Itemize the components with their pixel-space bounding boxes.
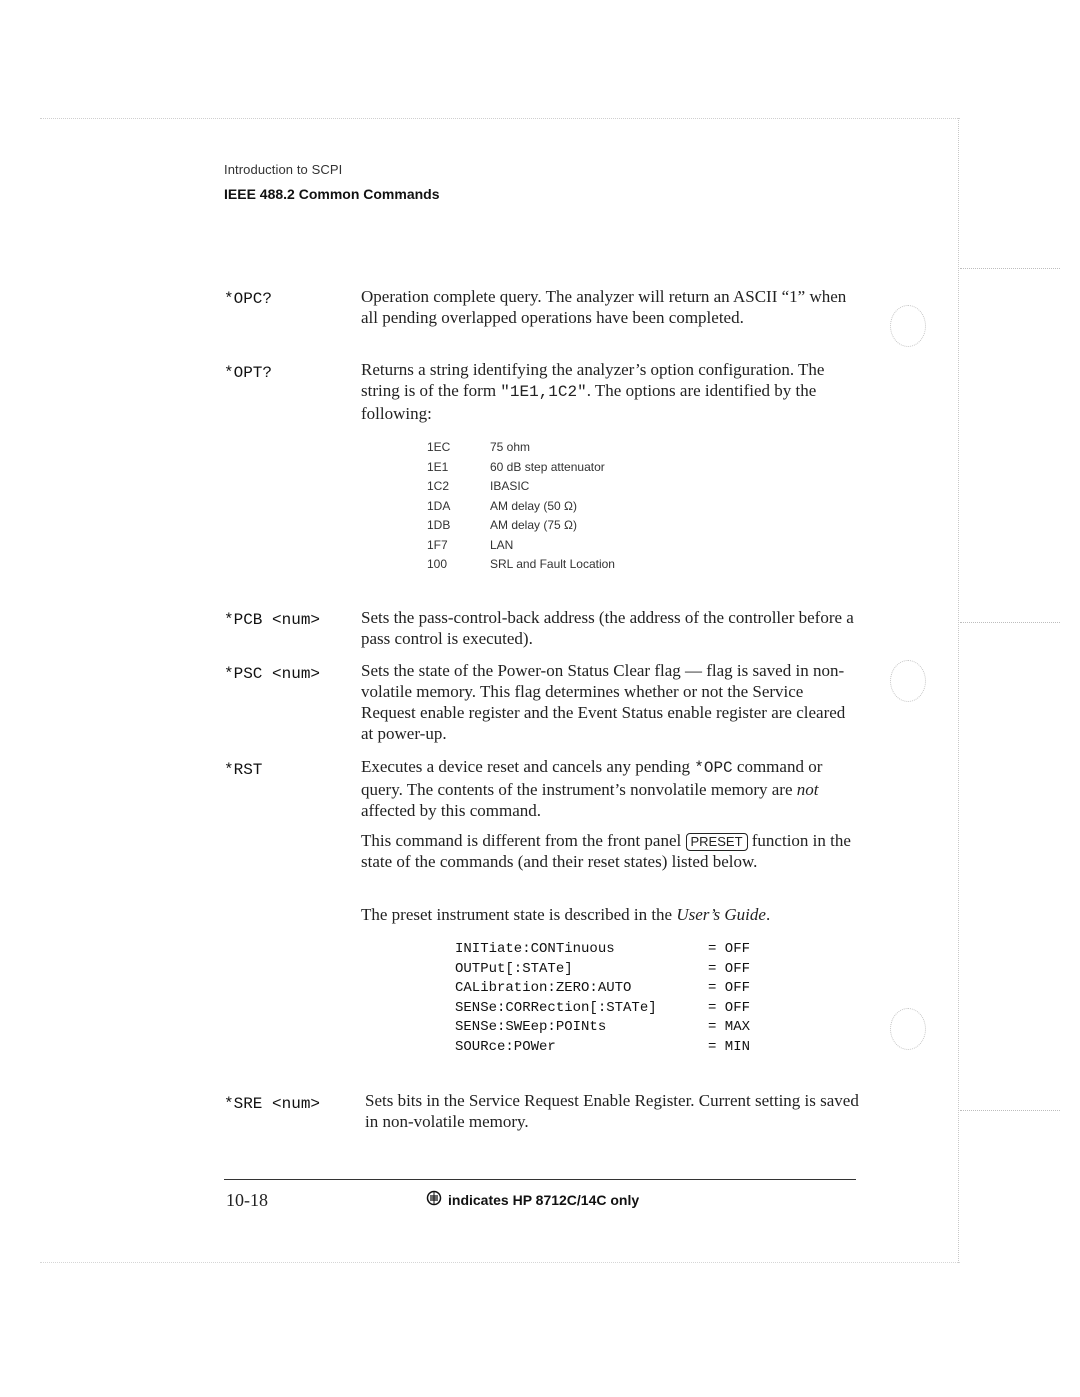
option-desc: AM delay (50 Ω) xyxy=(490,498,577,513)
scan-border-top xyxy=(40,118,960,119)
option-string-format: "1E1,1C2" xyxy=(500,383,587,401)
preset-command: OUTPut[:STATe] xyxy=(455,960,573,977)
command-psc-description: Sets the state of the Power-on Status Clear flag — flag is saved in non-volatile memory. This flag determines whether or not the Service Request enable register and the Event Status enable register are cleared at power-up. xyxy=(361,661,846,743)
option-row xyxy=(427,557,615,577)
option-code: 1DB xyxy=(427,518,451,532)
scan-border-bottom xyxy=(40,1262,960,1263)
opc-code: *OPC xyxy=(694,759,733,777)
option-code: 1E1 xyxy=(427,459,449,474)
chapter-title: Introduction to SCPI xyxy=(224,162,343,177)
preset-command: INITiate:CONTinuous xyxy=(455,941,615,957)
preset-key: PRESET xyxy=(686,833,748,851)
binder-hole xyxy=(890,305,926,347)
option-desc: AM delay (75 Ω) xyxy=(490,518,577,532)
option-row xyxy=(427,460,615,480)
options-table xyxy=(427,440,615,577)
footer-note xyxy=(425,1190,639,1209)
command-rst-preset-note: This command is different from the front panel PRESET function in the state of the commands (and their reset states) listed below. xyxy=(361,831,851,871)
option-code: 1EC xyxy=(427,440,451,454)
command-pcb-description: Sets the pass-control-back address (the address of the controller before a pass control is executed). xyxy=(361,608,854,648)
preset-row xyxy=(455,1000,750,1020)
preset-value: = OFF xyxy=(708,941,751,957)
preset-row xyxy=(455,1019,750,1039)
preset-command: SOURce:POWer xyxy=(455,1038,556,1055)
preset-value: = MIN xyxy=(708,1038,751,1055)
command-pcb: *PCB <num> xyxy=(224,611,321,629)
option-row xyxy=(427,538,615,558)
preset-row xyxy=(455,941,750,961)
command-sre: *SRE <num> xyxy=(224,1095,321,1113)
command-opc-description: Operation complete query. The analyzer will return an ASCII “1” when all pending overlapped operations have been completed. xyxy=(361,287,847,327)
preset-row xyxy=(455,980,750,1000)
binder-hole xyxy=(890,660,926,702)
option-row xyxy=(427,440,615,460)
option-code: 1F7 xyxy=(427,537,448,552)
preset-command: CALibration:ZERO:AUTO xyxy=(455,980,632,996)
tab-divider xyxy=(960,1110,1060,1111)
command-opt: *OPT? xyxy=(224,364,273,382)
running-header xyxy=(224,162,440,202)
option-desc: SRL and Fault Location xyxy=(490,557,615,571)
tab-divider xyxy=(960,268,1060,269)
command-psc: *PSC <num> xyxy=(224,665,321,683)
preset-value: = OFF xyxy=(708,960,751,977)
page-number: 10-18 xyxy=(226,1190,268,1210)
option-desc: LAN xyxy=(490,537,514,552)
preset-state-table xyxy=(455,941,750,1058)
section-title: IEEE 488.2 Common Commands xyxy=(224,186,440,202)
preset-row xyxy=(455,1039,750,1059)
footer-note-text: indicates HP 8712C/14C only xyxy=(448,1191,640,1208)
preset-command: SENSe:SWEep:POINts xyxy=(455,1019,607,1035)
binder-hole xyxy=(890,1008,926,1050)
command-rst: *RST xyxy=(224,761,263,779)
option-desc: 75 ohm xyxy=(490,440,531,454)
preset-value: = OFF xyxy=(708,980,751,996)
option-row xyxy=(427,499,615,519)
tab-divider xyxy=(960,622,1060,623)
command-opc: *OPC? xyxy=(224,290,273,308)
command-opt-description: Returns a string identifying the analyzer’s option configuration. The string is of the form "1E1,1C2". The options are identified by the following: xyxy=(361,360,825,423)
option-code: 100 xyxy=(427,557,448,571)
option-row xyxy=(427,518,615,538)
preset-row xyxy=(455,961,750,981)
option-desc: IBASIC xyxy=(490,479,530,493)
footer-rule xyxy=(224,1179,856,1180)
command-sre-description: Sets bits in the Service Request Enable Register. Current setting is saved in non-volatile memory. xyxy=(365,1091,859,1131)
option-row xyxy=(427,479,615,499)
preset-value: = OFF xyxy=(708,999,751,1016)
command-rst-users-guide-note: The preset instrument state is described in the User’s Guide. xyxy=(361,905,771,924)
preset-command: SENSe:CORRection[:STATe] xyxy=(455,999,657,1016)
preset-value: = MAX xyxy=(708,1019,751,1035)
hp-8712c-indicator-icon xyxy=(425,1190,443,1209)
option-code: 1C2 xyxy=(427,479,450,493)
scan-page-edge xyxy=(958,118,959,1263)
option-code: 1DA xyxy=(427,498,451,513)
command-rst-description: Executes a device reset and cancels any pending *OPC command or query. The contents of the instrument’s nonvolatile memory are not affected by this command. xyxy=(361,757,823,820)
option-desc: 60 dB step attenuator xyxy=(490,459,605,474)
